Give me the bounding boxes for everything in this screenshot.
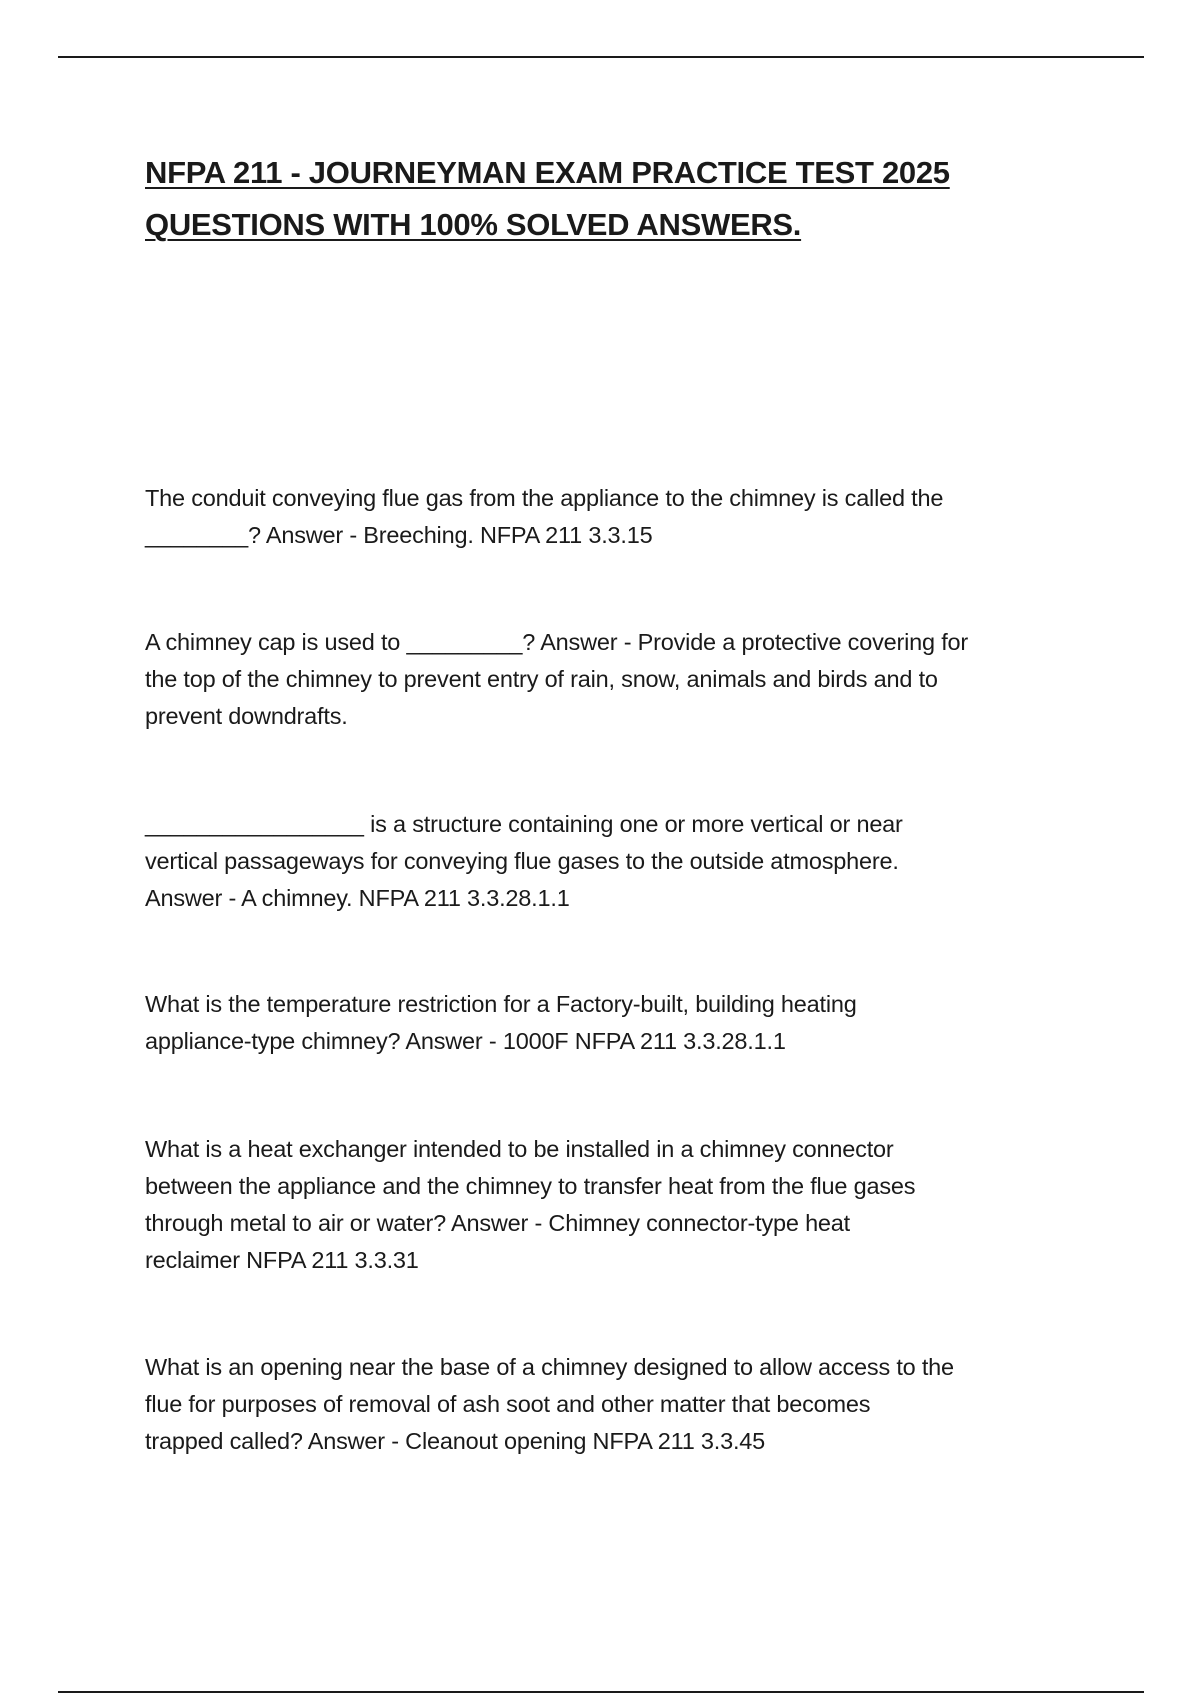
- qa-line: prevent downdrafts.: [145, 703, 348, 729]
- question-answer-5: [145, 1131, 1065, 1279]
- qa-line: ________? Answer - Breeching. NFPA 211 3.3.15: [145, 522, 653, 548]
- qa-line: _________________ is a structure containing one or more vertical or near: [145, 811, 903, 837]
- document-title: [145, 147, 1085, 251]
- qa-line: The conduit conveying flue gas from the appliance to the chimney is called the: [145, 485, 944, 511]
- header-rule: [58, 56, 1144, 58]
- qa-line: vertical passageways for conveying flue gases to the outside atmosphere.: [145, 848, 899, 874]
- question-answer-2: [145, 624, 1065, 735]
- qa-line: between the appliance and the chimney to transfer heat from the flue gases: [145, 1173, 916, 1199]
- footer-rule: [58, 1691, 1144, 1693]
- title-line-2: QUESTIONS WITH 100% SOLVED ANSWERS.: [145, 207, 802, 242]
- question-answer-4: [145, 986, 1065, 1060]
- question-answer-1: [145, 480, 1065, 554]
- qa-line: flue for purposes of removal of ash soot and other matter that becomes: [145, 1391, 871, 1417]
- qa-line: What is the temperature restriction for a Factory-built, building heating: [145, 991, 857, 1017]
- qa-line: through metal to air or water? Answer - Chimney connector-type heat: [145, 1210, 851, 1236]
- question-answer-6: [145, 1349, 1065, 1460]
- qa-line: trapped called? Answer - Cleanout opening NFPA 211 3.3.45: [145, 1428, 766, 1454]
- question-answer-3: [145, 806, 1065, 917]
- qa-line: reclaimer NFPA 211 3.3.31: [145, 1247, 419, 1273]
- qa-line: A chimney cap is used to _________? Answer - Provide a protective covering for: [145, 629, 969, 655]
- qa-line: the top of the chimney to prevent entry of rain, snow, animals and birds and to: [145, 666, 938, 692]
- qa-line: appliance-type chimney? Answer - 1000F NFPA 211 3.3.28.1.1: [145, 1028, 786, 1054]
- qa-line: What is an opening near the base of a chimney designed to allow access to the: [145, 1354, 954, 1380]
- title-line-1: NFPA 211 - JOURNEYMAN EXAM PRACTICE TEST 2025: [145, 155, 950, 190]
- qa-line: Answer - A chimney. NFPA 211 3.3.28.1.1: [145, 885, 570, 911]
- qa-line: What is a heat exchanger intended to be installed in a chimney connector: [145, 1136, 894, 1162]
